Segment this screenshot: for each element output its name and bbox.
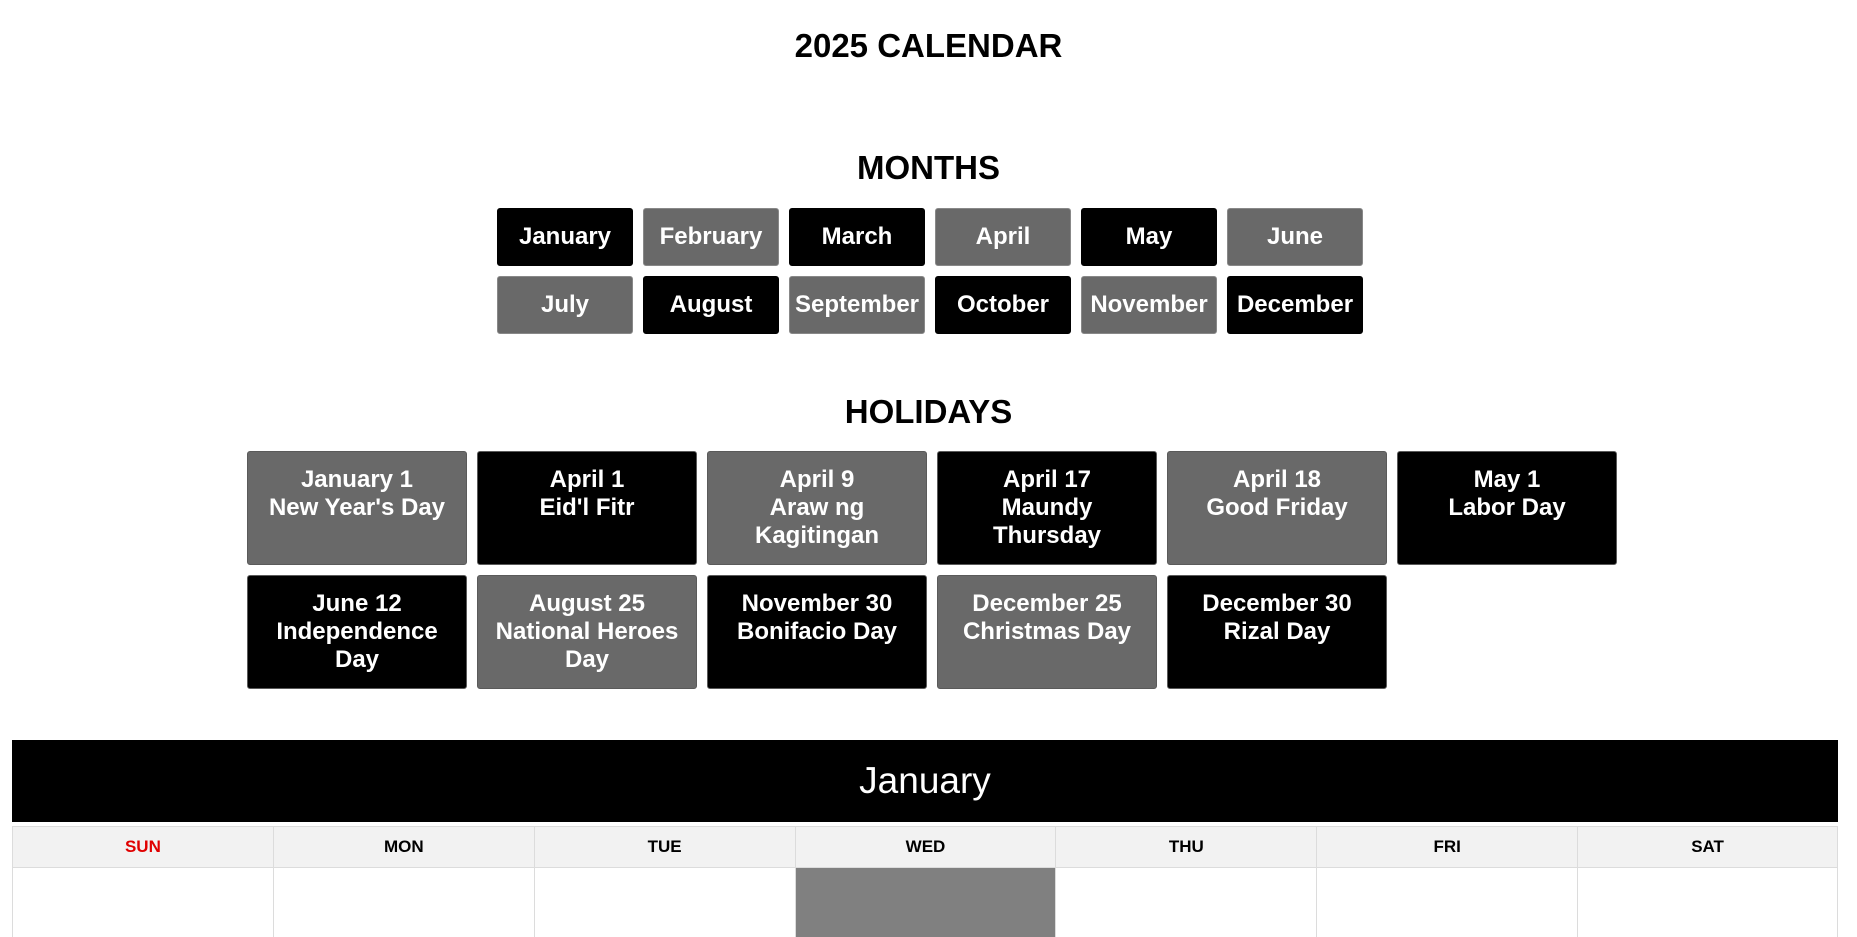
weekday-tue: TUE (534, 827, 795, 867)
holidays-heading: HOLIDAYS (844, 393, 1013, 430)
holiday-name: Bonifacio Day (736, 618, 898, 645)
weekday-thu: THU (1055, 827, 1316, 867)
month-button-july[interactable]: July (497, 276, 633, 334)
weekday-wed: WED (795, 827, 1056, 867)
holidays-grid (247, 451, 1617, 689)
page-title: 2025 CALENDAR (794, 27, 1063, 64)
holiday-name: Araw ng (769, 494, 865, 521)
holiday-date: April 1 (549, 466, 625, 493)
day-cell[interactable] (12, 868, 273, 937)
holiday-name: Thursday (992, 522, 1102, 549)
month-button-april[interactable]: April (935, 208, 1071, 266)
holiday-name: National Heroes (495, 618, 679, 645)
weekday-header-row (12, 826, 1838, 868)
holiday-card (1167, 575, 1387, 689)
holiday-date: April 17 (1002, 466, 1092, 493)
month-button-september[interactable]: September (789, 276, 925, 334)
holiday-card (707, 451, 927, 565)
day-cell[interactable] (1055, 868, 1316, 937)
month-button-august[interactable]: August (643, 276, 779, 334)
calendar-days-row (12, 868, 1838, 937)
day-cell[interactable] (1577, 868, 1838, 937)
holiday-date: January 1 (300, 466, 414, 493)
day-cell[interactable] (795, 868, 1056, 937)
holiday-card (707, 575, 927, 689)
weekday-sat: SAT (1577, 827, 1838, 867)
holiday-card (247, 575, 467, 689)
holiday-name: Rizal Day (1223, 618, 1331, 645)
day-cell[interactable] (273, 868, 534, 937)
weekday-fri: FRI (1316, 827, 1577, 867)
holiday-card (937, 451, 1157, 565)
holiday-date: June 12 (312, 590, 402, 617)
month-button-october[interactable]: October (935, 276, 1071, 334)
holiday-name: Eid'l Fitr (539, 494, 635, 521)
months-grid (497, 208, 1360, 334)
holiday-name: Christmas Day (962, 618, 1132, 645)
calendar-month-header: January (12, 740, 1838, 822)
holiday-name: Independence (276, 618, 438, 645)
holiday-date: May 1 (1473, 466, 1541, 493)
day-cell[interactable] (534, 868, 795, 937)
weekday-mon: MON (273, 827, 534, 867)
holiday-name: New Year's Day (268, 494, 446, 521)
holiday-date: April 18 (1232, 466, 1322, 493)
holiday-date: December 30 (1202, 590, 1352, 617)
holiday-card (1167, 451, 1387, 565)
holiday-date: December 25 (972, 590, 1122, 617)
holiday-name: Day (334, 646, 380, 673)
month-button-december[interactable]: December (1227, 276, 1363, 334)
holiday-name: Good Friday (1206, 494, 1348, 521)
month-button-march[interactable]: March (789, 208, 925, 266)
month-button-january[interactable]: January (497, 208, 633, 266)
months-heading: MONTHS (857, 149, 1000, 186)
holiday-card (1397, 451, 1617, 565)
day-cell[interactable] (1316, 868, 1577, 937)
holiday-card (247, 451, 467, 565)
weekday-sun: SUN (12, 827, 273, 867)
holiday-name: Kagitingan (755, 522, 879, 549)
month-button-november[interactable]: November (1081, 276, 1217, 334)
holiday-date: April 9 (779, 466, 855, 493)
month-button-february[interactable]: February (643, 208, 779, 266)
holiday-name: Maundy (1001, 494, 1093, 521)
month-button-may[interactable]: May (1081, 208, 1217, 266)
holiday-card (477, 451, 697, 565)
holiday-card (477, 575, 697, 689)
holiday-date: August 25 (528, 590, 645, 617)
holiday-card (937, 575, 1157, 689)
holiday-date: November 30 (741, 590, 893, 617)
holiday-name: Day (564, 646, 610, 673)
holiday-name: Labor Day (1448, 494, 1566, 521)
month-button-june[interactable]: June (1227, 208, 1363, 266)
